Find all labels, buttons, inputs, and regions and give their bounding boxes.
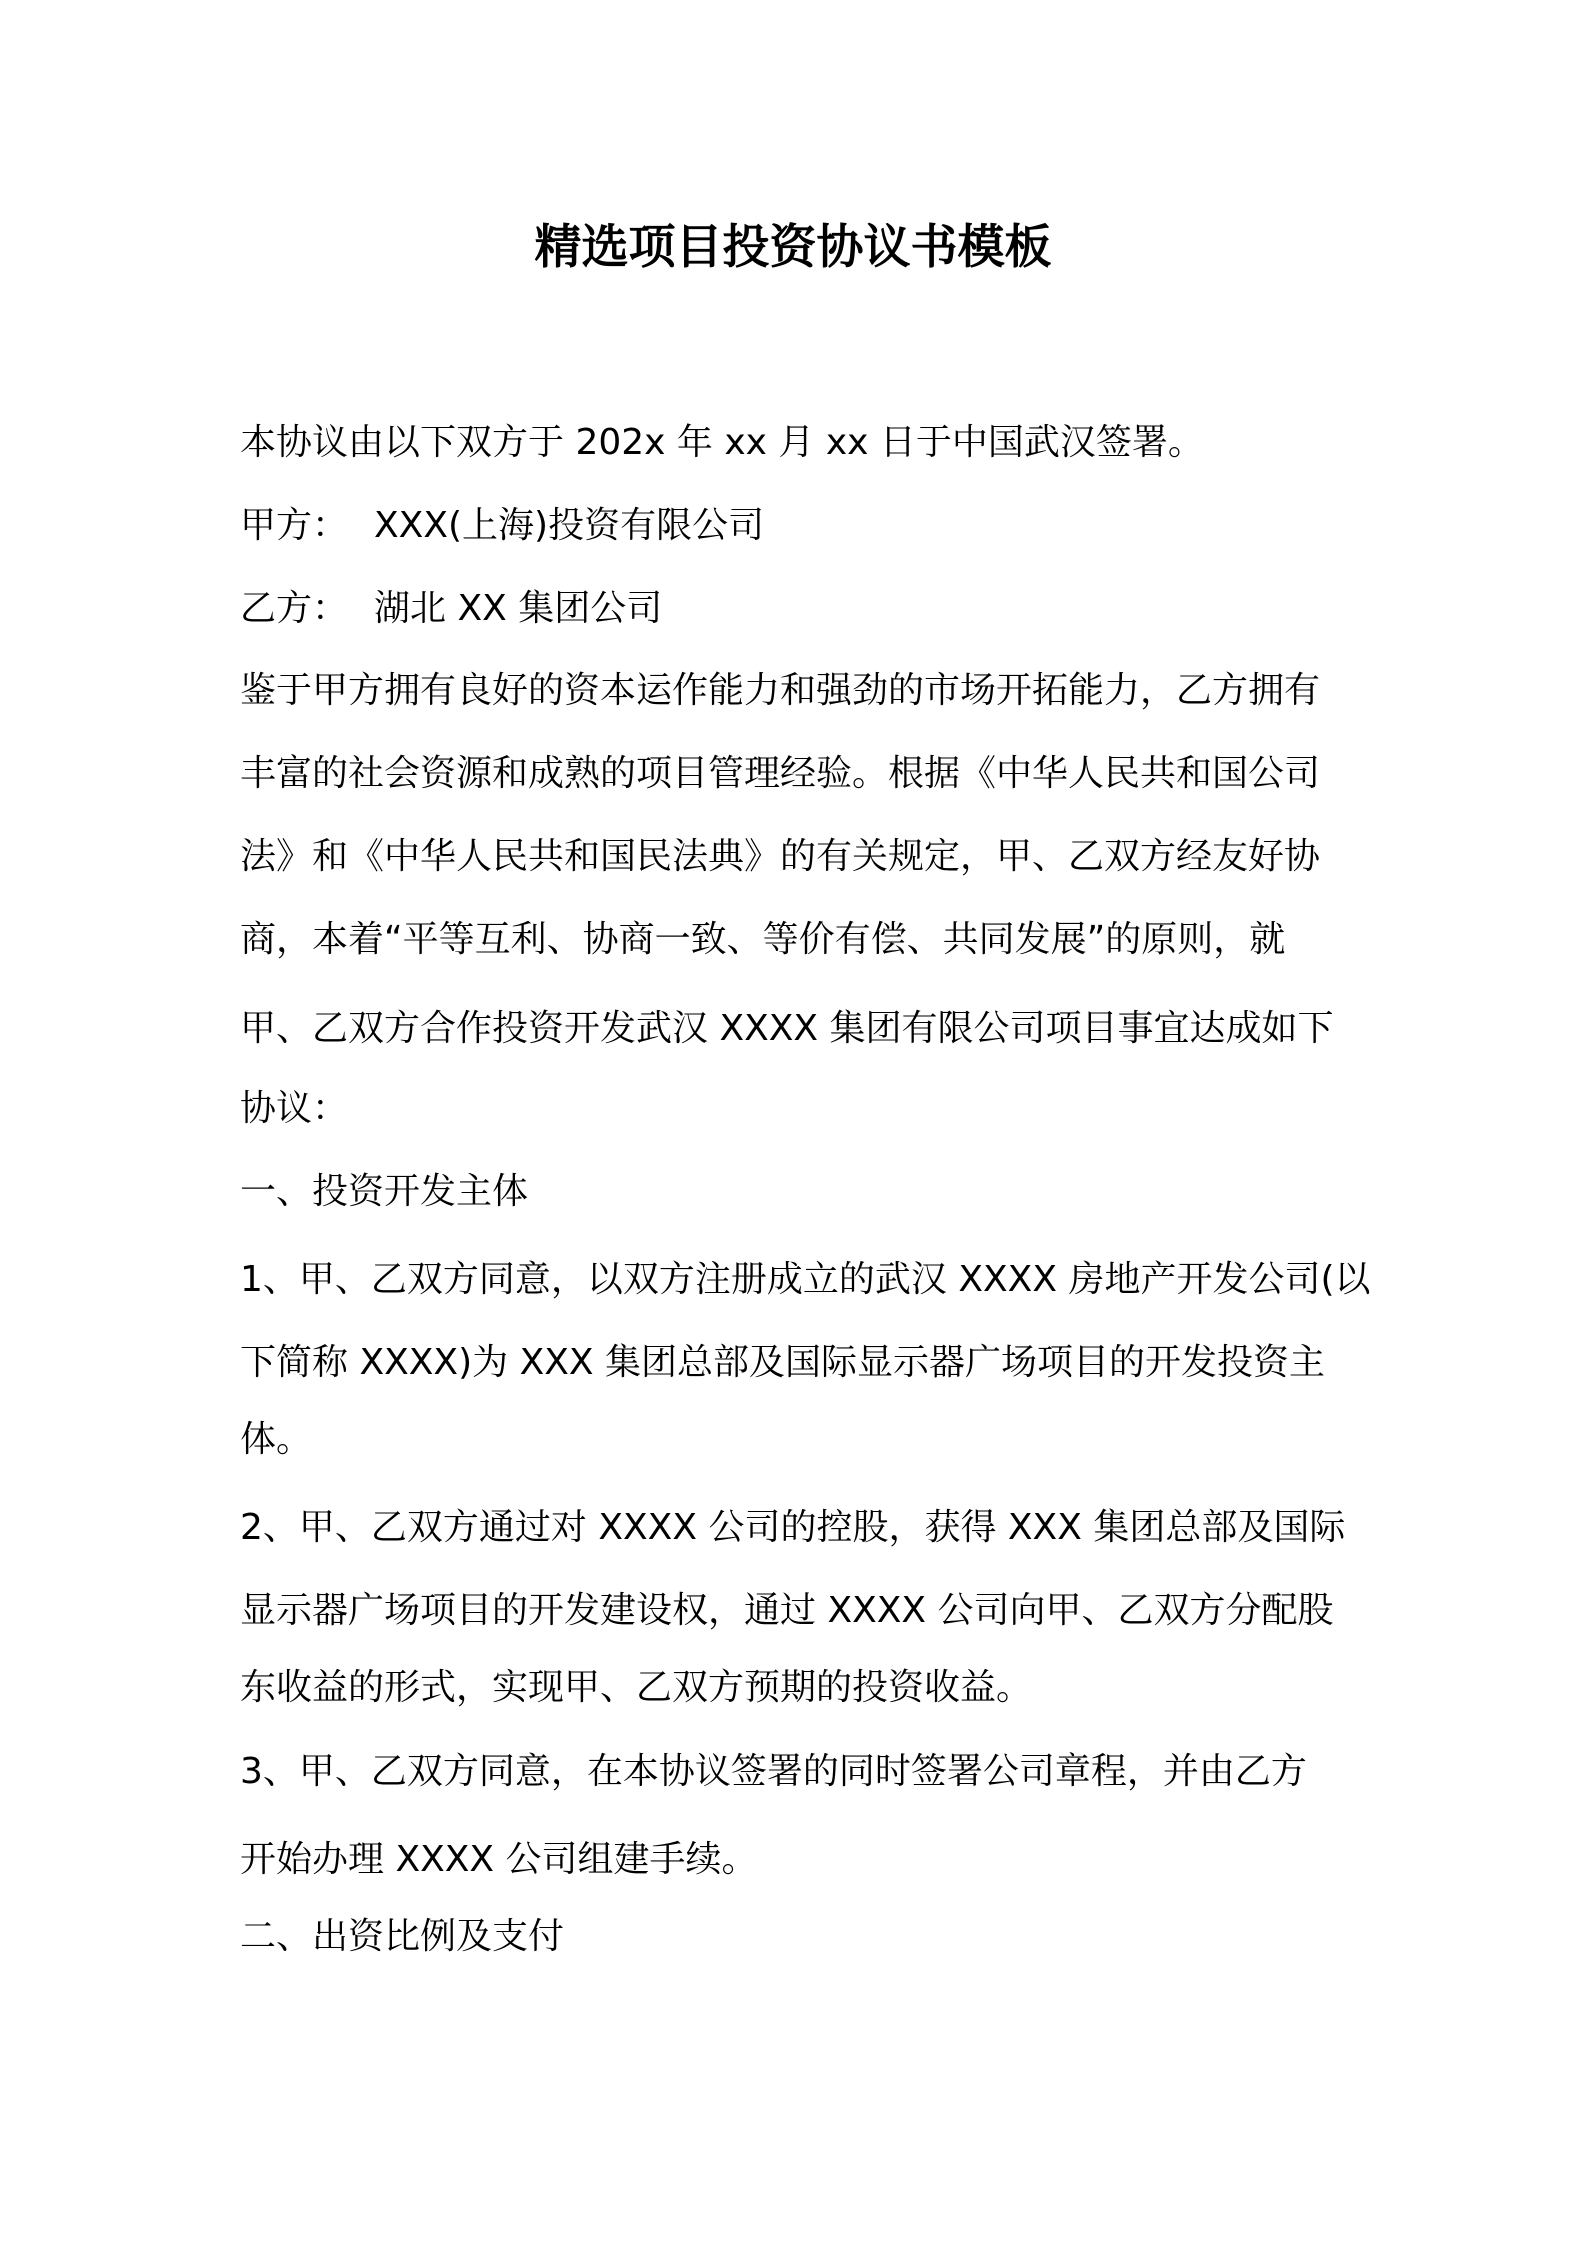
party-b-line xyxy=(240,584,1360,634)
intro-line: 本协议由以下双方于 202x 年 xx 月 xx 日于中国武汉签署。 xyxy=(240,422,1204,463)
party-b-name: 湖北 XX 集团公司 xyxy=(374,588,663,629)
preamble-line: 鉴于甲方拥有良好的资本运作能力和强劲的市场开拓能力，乙方拥有 xyxy=(240,670,1321,711)
preamble-line: 法》和《中华人民共和国民法典》的有关规定，甲、乙双方经友好协 xyxy=(240,836,1321,877)
clause-2-line: 2、甲、乙双方通过对 XXXX 公司的控股，获得 XXX 集团总部及国际 xyxy=(240,1507,1346,1548)
party-b-label: 乙方： xyxy=(240,588,349,629)
clause-3-line: 3、甲、乙双方同意，在本协议签署的同时签署公司章程，并由乙方 xyxy=(240,1751,1307,1792)
party-a-line xyxy=(240,501,1360,551)
preamble-line: 协议： xyxy=(240,1088,349,1129)
preamble-line: 商，本着“平等互利、协商一致、等价有偿、共同发展”的原则，就 xyxy=(240,919,1286,960)
clause-3-line: 开始办理 XXXX 公司组建手续。 xyxy=(240,1839,758,1880)
section-2-heading: 二、出资比例及支付 xyxy=(240,1916,565,1957)
preamble-line: 丰富的社会资源和成熟的项目管理经验。根据《中华人民共和国公司 xyxy=(240,753,1321,794)
clause-2-line: 显示器广场项目的开发建设权，通过 XXXX 公司向甲、乙双方分配股 xyxy=(240,1590,1334,1631)
clause-1-line: 1、甲、乙双方同意，以双方注册成立的武汉 XXXX 房地产开发公司(以 xyxy=(240,1259,1371,1300)
clause-1-line: 下简称 XXXX)为 XXX 集团总部及国际显示器广场项目的开发投资主 xyxy=(240,1342,1326,1383)
section-1-heading: 一、投资开发主体 xyxy=(240,1171,529,1212)
party-a-name: XXX(上海)投资有限公司 xyxy=(374,505,765,546)
party-a-label: 甲方： xyxy=(240,505,349,546)
preamble-line: 甲、乙双方合作投资开发武汉 XXXX 集团有限公司项目事宜达成如下 xyxy=(240,1008,1334,1049)
document-title: 精选项目投资协议书模板 xyxy=(534,220,1052,275)
clause-2-line: 东收益的形式，实现甲、乙双方预期的投资收益。 xyxy=(240,1667,1033,1708)
clause-1-line: 体。 xyxy=(240,1419,313,1460)
